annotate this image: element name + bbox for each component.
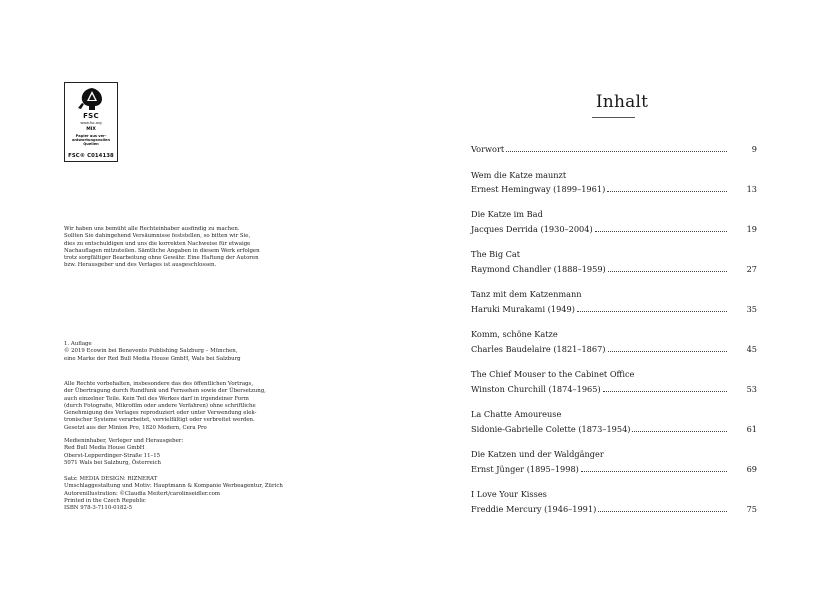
toc-entry-label: Winston Churchill (1874–1965) — [471, 384, 601, 394]
toc-leader — [581, 463, 727, 472]
toc-page-number: 19 — [746, 224, 757, 234]
toc-page-number: 35 — [746, 304, 757, 314]
toc-title: Inhalt — [595, 92, 649, 112]
toc-leader — [607, 183, 727, 192]
toc-entry-label: Freddie Mercury (1946–1991) — [471, 504, 597, 514]
toc-entry[interactable] — [471, 223, 757, 234]
toc-page-number: 9 — [751, 144, 757, 154]
toc-entry[interactable] — [471, 263, 757, 274]
toc-page-number: 75 — [746, 504, 757, 514]
toc-entry-label: Raymond Chandler (1888–1959) — [471, 264, 606, 274]
imprint-publisher: Medieninhaber, Verleger und Herausgeber: Red Bull Media House GmbH Oberst-Lepperdinger-Straße 11–15 5071 Wals bei Salzburg, Österreich — [64, 438, 184, 466]
toc-leader — [603, 383, 727, 392]
toc-page-number: 45 — [746, 344, 757, 354]
toc-entry-heading: Wem die Katze maunzt — [471, 170, 567, 180]
toc-entry[interactable] — [471, 383, 757, 394]
toc-leader — [595, 223, 727, 232]
toc-entry-heading: Tanz mit dem Katzenmann — [471, 289, 582, 299]
toc-entry-heading: La Chatte Amoureuse — [471, 409, 562, 419]
fsc-name: FSC — [83, 112, 99, 120]
toc-entry-label: Charles Baudelaire (1821–1867) — [471, 344, 606, 354]
toc-entry-heading: The Chief Mouser to the Cabinet Office — [471, 369, 635, 379]
toc-page-number: 69 — [746, 464, 757, 474]
toc-entry[interactable] — [471, 143, 757, 154]
fsc-logo — [64, 82, 118, 162]
toc-leader — [632, 423, 727, 432]
toc-page-number: 27 — [746, 264, 757, 274]
toc-page-number: 53 — [746, 384, 757, 394]
fsc-code: FSC® C014138 — [68, 153, 114, 159]
toc-entry-label: Ernst Jünger (1895–1998) — [471, 464, 579, 474]
fsc-mix: MIX — [86, 127, 96, 132]
toc-entry-label: Vorwort — [471, 144, 505, 154]
imprint-rights: Alle Rechte vorbehalten, insbesondere das des öffentlichen Vortrags, der Übertragung durch Rundfunk und Fernsehen sowie der Übersetzung, auch einzelner Teile. Kein Teil des Werkes darf in irgendeiner Form (durch Fotografie, Mikrofilm oder andere Verfahren) ohne schriftliche Genehmigung des Verlages reproduziert oder unter Verwendung elek- tronischer Systeme verarbeitet, vervielfältigt oder verbreitet werden. Gesetzt aus der Minion Pro, 1820 Modern, Cera Pro — [64, 381, 266, 431]
toc-leader — [506, 143, 727, 152]
disclaimer-text: Wir haben uns bemüht alle Rechteinhaber ausfindig zu machen. Sollten Sie dahingehend Versäumnisse feststellen, so bitten wir Sie, dies zu entschuldigen und uns die korrekten Nachweise für etwaige Nachauflagen mitzuteilen. Sämtliche Angaben in diesem Werk erfolgen trotz sorgfältiger Bearbeitung ohne Gewähr. Eine Haftung der Autoren bzw. Herausgeber und des Verlages ist ausgeschlossen. — [64, 226, 260, 269]
toc-entry-heading: I Love Your Kisses — [471, 489, 547, 499]
toc-leader — [577, 303, 727, 312]
toc-entry-label: Ernest Hemingway (1899–1961) — [471, 184, 606, 194]
toc-page-number: 13 — [746, 184, 757, 194]
toc-title-rule — [592, 117, 635, 118]
toc-entry[interactable] — [471, 423, 757, 434]
toc-entry[interactable] — [471, 183, 757, 194]
imprint-edition: 1. Auflage © 2019 Ecowin bei Benevento Publishing Salzburg – München, eine Marke der Red Bull Media House GmbH, Wals bei Salzburg — [64, 341, 241, 362]
toc-entry-heading: Die Katze im Bad — [471, 209, 543, 219]
toc-entry[interactable] — [471, 343, 757, 354]
toc-entry[interactable] — [471, 303, 757, 314]
fsc-tree-icon — [76, 87, 108, 111]
toc-page-number: 61 — [746, 424, 757, 434]
fsc-sources: Papier aus ver- antwortungsvollen Quellen — [71, 134, 111, 146]
toc-entry[interactable] — [471, 463, 757, 474]
toc-entry-heading: Komm, schöne Katze — [471, 329, 558, 339]
toc-entry-label: Jacques Derrida (1930–2004) — [471, 224, 593, 234]
toc-leader — [608, 263, 727, 272]
imprint-credits: Satz: MEDIA DESIGN: RIZNERAT Umschlaggestaltung und Motiv: Hauptmann & Kompanie Werbeagentur, Zürich Autorenillustration: ©Claudia Meitert/carolinseidler.com Printed in the Czech Republic ISBN 978-3-7110-0182-5 — [64, 476, 283, 512]
toc-entry-heading: Die Katzen und der Waldgänger — [471, 449, 604, 459]
toc-entry-label: Sidonie-Gabrielle Colette (1873–1954) — [471, 424, 631, 434]
toc-leader — [598, 503, 727, 512]
toc-entry-label: Haruki Murakami (1949) — [471, 304, 575, 314]
toc-leader — [608, 343, 728, 352]
toc-entry[interactable] — [471, 503, 757, 514]
fsc-url: www.fsc.org — [80, 121, 102, 125]
toc-entry-heading: The Big Cat — [471, 249, 521, 259]
